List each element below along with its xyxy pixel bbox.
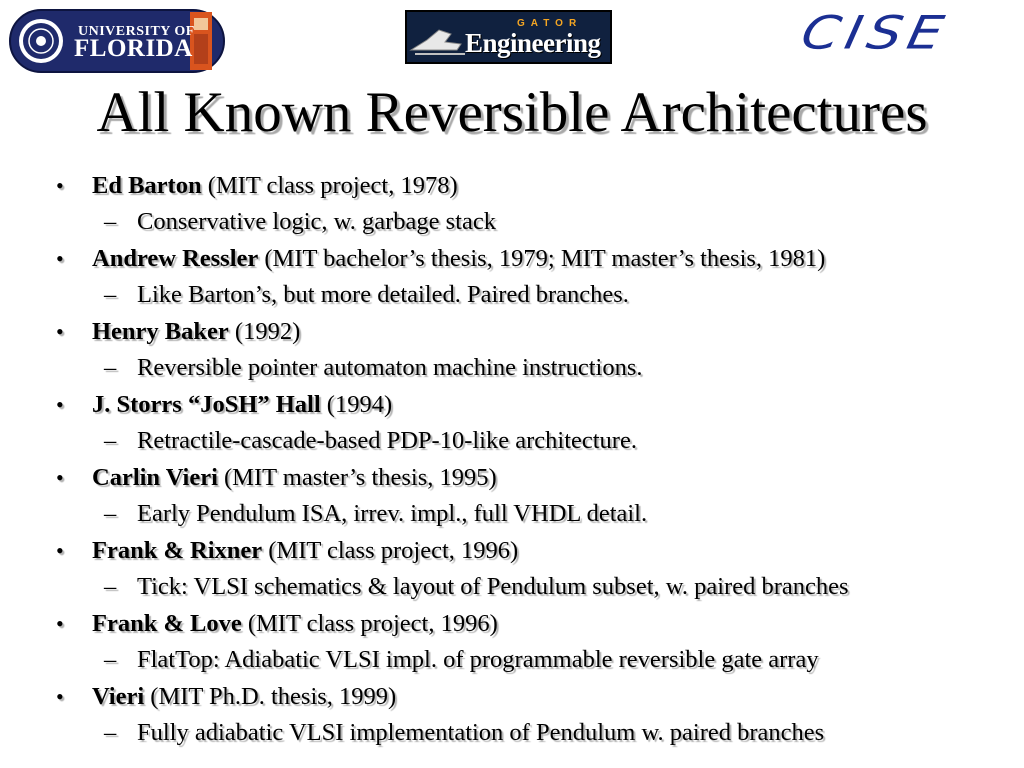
subentry-text: Tick: VLSI schematics & layout of Pendulum subset, w. paired branches [137,573,849,600]
entry-detail: (MIT class project, 1996) [262,537,519,564]
subentry-text: Conservative logic, w. garbage stack [137,208,496,235]
author-name: Carlin Vieri [92,464,218,491]
bullet-icon: • [56,392,64,417]
list-item [52,387,1012,458]
architecture-entry [52,168,1012,204]
list-item [52,314,1012,385]
architecture-subentry [52,715,1012,750]
architecture-subentry [52,642,1012,677]
subentry-text: Like Barton’s, but more detailed. Paired branches. [137,281,629,308]
entry-detail: (MIT class project, 1978) [201,172,458,199]
dash-icon: – [104,427,117,454]
dash-icon: – [104,573,117,600]
cise-logo [796,6,1018,70]
author-name: Vieri [92,683,145,710]
subentry-text: FlatTop: Adiabatic VLSI impl. of programmable reversible gate array [137,646,819,673]
list-item [52,168,1012,239]
architecture-entry [52,606,1012,642]
subentry-text: Retractile-cascade-based PDP-10-like architecture. [137,427,637,454]
author-name: Ed Barton [92,172,202,199]
author-name: Frank & Love [92,610,242,637]
entry-detail: (MIT class project, 1996) [241,610,498,637]
bullet-icon: • [56,611,64,636]
uf-wordmark-line1: UNIVERSITY OF [78,24,195,39]
architecture-entry [52,533,1012,569]
dash-icon: – [104,719,117,746]
dash-icon: – [104,354,117,381]
subentry-text: Fully adiabatic VLSI implementation of Pendulum w. paired branches [137,719,825,746]
architecture-list [52,168,1012,752]
architecture-subentry [52,204,1012,239]
bullet-icon: • [56,319,64,344]
gator-wordmark-small: GATOR [517,18,583,29]
dash-icon: – [104,208,117,235]
bullet-icon: • [56,465,64,490]
gator-engineering-logo [405,10,612,64]
architecture-entry [52,241,1012,277]
architecture-subentry [52,569,1012,604]
entry-detail: (1992) [228,318,301,345]
entry-detail: (MIT master’s thesis, 1995) [217,464,497,491]
architecture-subentry [52,277,1012,312]
architecture-subentry [52,350,1012,385]
dash-icon: – [104,500,117,527]
architecture-subentry [52,496,1012,531]
architecture-entry [52,460,1012,496]
author-name: Andrew Ressler [92,245,259,272]
uf-wordmark-line2: FLORIDA [74,35,193,62]
dash-icon: – [104,281,117,308]
list-item [52,679,1012,750]
author-name: Frank & Rixner [92,537,263,564]
list-item [52,241,1012,312]
list-item [52,460,1012,531]
subentry-text: Early Pendulum ISA, irrev. impl., full VHDL detail. [137,500,648,527]
bullet-icon: • [56,684,64,709]
author-name: J. Storrs “JoSH” Hall [92,391,321,418]
entry-detail: (MIT bachelor’s thesis, 1979; MIT master’s thesis, 1981) [258,245,826,272]
entry-detail: (MIT Ph.D. thesis, 1999) [144,683,397,710]
list-item [52,533,1012,604]
slide-title: All Known Reversible Architectures [96,81,928,144]
author-name: Henry Baker [92,318,229,345]
architecture-subentry [52,423,1012,458]
entry-detail: (1994) [320,391,393,418]
list-item [52,606,1012,677]
bullet-icon: • [56,246,64,271]
architecture-entry [52,679,1012,715]
dash-icon: – [104,646,117,673]
architecture-entry [52,387,1012,423]
gator-wordmark-main: Engineering [465,28,601,58]
university-of-florida-logo [8,8,226,74]
architecture-entry [52,314,1012,350]
cise-wordmark: CISE [796,6,955,60]
subentry-text: Reversible pointer automaton machine instructions. [137,354,643,381]
bullet-icon: • [56,538,64,563]
bullet-icon: • [56,173,64,198]
